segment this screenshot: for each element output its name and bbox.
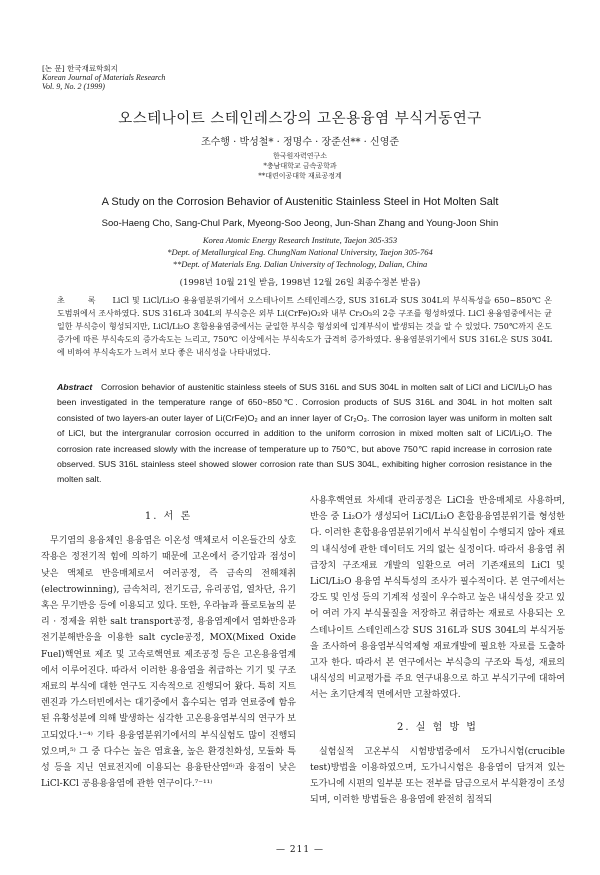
abstract-en: [57, 380, 552, 488]
paper-title-ko: 오스테나이트 스테인레스강의 고온용융염 부식거동연구: [118, 111, 482, 127]
authors-ko: 조수행 · 박성철* · 정명수 · 장준선** · 신영준: [200, 137, 400, 148]
affiliation-ko-1: 한국원자력연구소: [272, 152, 328, 160]
affiliations-en: [0, 234, 600, 270]
abstract-ko-text: LiCl 및 LiCl/Li₂O 용융염분위기에서 오스테나이트 스테인레스강, SUS 316L과 SUS 304L의 부식특성을 650~850℃ 온도범위에서 조사하였다. SUS 316L과 304L의 부식층은 외부 Li(CrFe)O₂와 내부 Cr₂O₃의 2층 구조를 형성하였다. LiCl 용융염중에서는 균일한 부식층이 형성되지만, LiCl/Li₂O 혼합용융염중에서는 균일한 부식층 형성외에 입계부식이 발생되는 것을 알 수 있었다. 750℃까지 온도 증가에 따른 부식속도의 증가속도는 느리고, 750℃ 이상에서는 부식속도가 급격히 증가하였다. 용융염분위기에서 SUS 316L은 SUS 304L에 비하여 부식속도가 느려서 보다 좋은 내식성을 나타내었다.: [57, 296, 553, 357]
intro-paragraph: 무기염의 용융체인 용융염은 이온성 액체로서 이온들간의 상호작용은 정전기적 힘에 의하기 때문에 고온에서 증기압과 점성이 낮은 액체로 반응매체로서 여러공정, 즉 금속의 전해채취(electrowinning), 금속처리, 전기도금, 유리공업, 열차단, 유기 혹은 무기반응 등에 이용되고 있다. 또한, 우라늄과 플로토늄의 분리 · 정제을 위한 salt transport공정, 용융염계에서 염화반응과 전기분해반응을 이용한 salt cycle공정, MOX(Mixed Oxide Fuel)핵연료 제조 및 고속로핵연료 제조공정 등은 고온용융염계에서 이루어진다. 따라서 이러한 용융염을 취급하는 기기 및 구조재료의 부식에 대한 연구도 지속적으로 진행되어 왔다. 특히 지트렌진과 가스터빈에서는 대기중에서 흡수되는 염과 연료중에 함유된 유황성분에 의해 발생하는 심각한 고온용융염부식의 연구가 보고되었다.¹⁻⁴⁾ 기타 용융염분위기에서의 부식실험도 많이 진행되었으며,⁵⁾ 그 중 다수는 높은 염효율, 높은 환경친화성, 모듈화 특성 등을 지닌 연료전지에 이용되는 용융탄산염⁶⁾과 융점이 낮은 LiCl-KCl 공용용융염에 관한 연구이다.⁷⁻¹¹⁾: [41, 536, 296, 790]
abstract-en-label: Abstract: [57, 382, 93, 392]
journal-volume: Vol. 9, No. 2 (1999): [42, 82, 105, 91]
page-number: — 211 —: [276, 845, 324, 855]
affiliation-en-3: **Dept. of Materials Eng. Dalian University of Technology, Dalian, China: [172, 259, 428, 269]
abstract-en-text: Corrosion behavior of austenitic stainless steels of SUS 316L and SUS 304L in molten salt of LiCl and LiCl/Li₂O has been investigated in the temperature range of 650~850℃. Corrosion products of SUS 316L and 304L in hot molten salt consisted of two layers-an outer layer of Li(CrFe)O₂ and an inner layer of Cr₂O₃. The corrosion layer was uniform in molten salt of LiCl, but the intergranular corrosion occurred in addition to the uniform corrosion in mixed molten salt of LiCl/Li₂O. The corrosion rate increased slowly with the increase of temperature up to 750℃, but above 750℃ rapid increase in corrosion rate observed. SUS 316L stainless steel showed slower corrosion rate than SUS 304L, exhibiting higher corrosion resistance in the molten salt.: [57, 382, 552, 485]
journal-name-en: Korean Journal of Materials Research: [42, 73, 166, 82]
affiliations-ko: [0, 151, 600, 181]
journal-header: [42, 64, 165, 91]
section-heading-methods: 2. 실 험 방 법: [397, 721, 478, 733]
journal-type-tag: [논 문] 한국재료학회지: [42, 64, 118, 73]
section-heading-introduction: 1. 서 론: [144, 511, 193, 522]
left-column: [41, 493, 296, 792]
affiliation-en-1: Korea Atomic Energy Research Institute, Taejon 305-353: [202, 235, 398, 245]
authors-en: Soo-Haeng Cho, Sang-Chul Park, Myeong-Soo Jeong, Jun-Shan Zhang and Young-Joon Shin: [101, 218, 499, 229]
methods-paragraph: 실험실적 고온부식 시험방법중에서 도가니시험(crucible test)방법을 이용하였으며, 도가니시험은 용융염이 담겨져 있는 도가니에 시편의 일부분 또는 전부를 담금으로서 부식환경이 조성되며, 이러한 방법들은 용융염에 완전히 침적되: [310, 746, 565, 806]
affiliation-ko-2: *충남대학교 금속공학과: [263, 162, 337, 170]
affiliation-en-2: *Dept. of Metallurgical Eng. ChungNam National University, Taejon 305-764: [167, 247, 433, 257]
intro-paragraph-continued: 사용후핵연료 차세대 관리공정은 LiCl을 반응매체로 사용하며, 반응 중 Li₂O가 생성되어 LiCl/Li₂O 혼합용융염분위기를 형성한다. 이러한 혼합용융염분위기에서 부식실험이 수행되지 않아 재료의 내식성에 관한 데이터도 거의 없는 실정이다. 따라서 용융염 취급장치 구조재료 개발의 일환으로 여러 기존재료의 LiCl 및 LiCl/Li₂O 용융염 부식특성의 조사가 필수적이다. 본 연구에서는 강도 및 인성 등의 기계적 성질이 우수하고 높은 내식성을 갖고 있어 여러 가지 부식물질을 저장하고 취급하는 재료로 사용되는 오스테나이트 스테인레스강 SUS 316L과 SUS 304L의 부식거동을 조사하여 용융염부식억제형 재료개발에 필요한 자료를 도출하고자 한다. 따라서 본 연구에서는 부식층의 구조와 특성, 재료의 내식성의 비교평가를 주요 연구내용으로 하고 부식기구에 대하여서는 초기단계적 면에서만 고찰하였다.: [310, 496, 565, 701]
abstract-ko-label: 초 록: [57, 296, 106, 305]
right-column: [310, 493, 565, 809]
received-date: (1998년 10월 21일 받음, 1998년 12월 26일 최종수정본 받음): [179, 278, 421, 288]
affiliation-ko-3: **대련이공대학 재료공정계: [258, 172, 342, 180]
paper-title-en: A Study on the Corrosion Behavior of Austenitic Stainless Steel in Hot Molten Salt: [101, 196, 499, 208]
abstract-ko: [57, 294, 552, 359]
